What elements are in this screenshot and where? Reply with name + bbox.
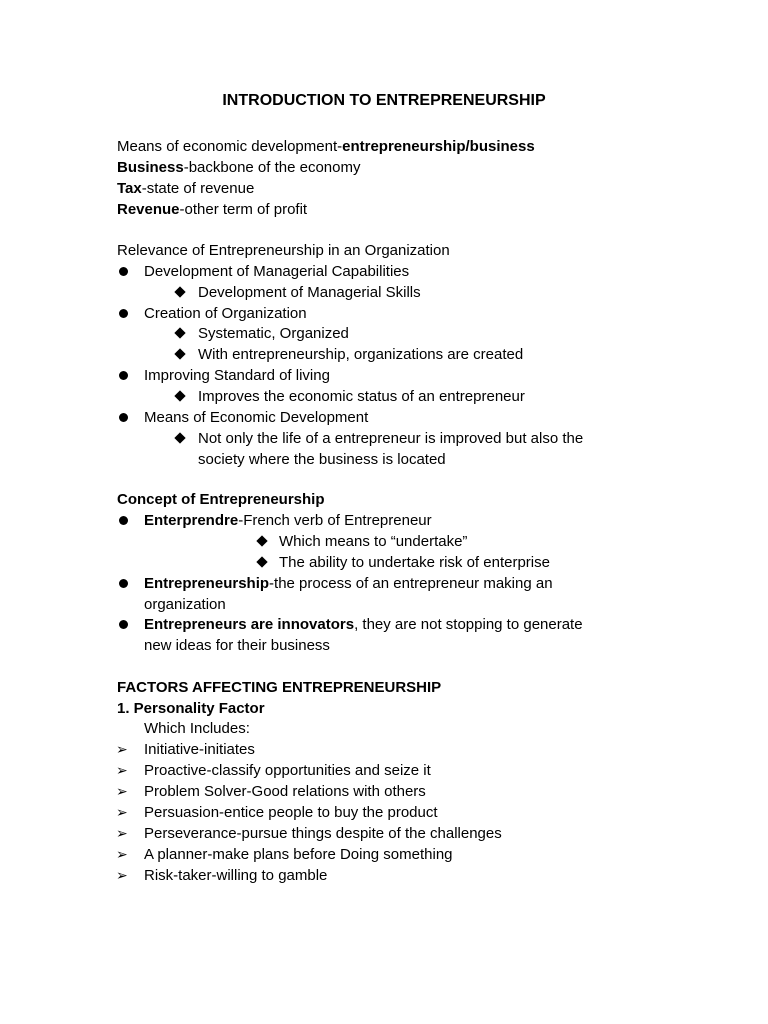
concept-term: Enterprendre (144, 512, 239, 529)
arrow-bullet-icon: ➢ (116, 783, 128, 799)
intro-term: Revenue (117, 201, 180, 218)
bullet-diamond-icon (174, 327, 185, 338)
bullet-dot-icon (119, 371, 128, 380)
bullet-dot-icon (119, 267, 128, 276)
intro-text: -other term of profit (179, 201, 308, 218)
concept-term: Entrepreneurship (144, 575, 270, 592)
bullet-diamond-icon (174, 348, 185, 359)
bullet-dot-icon (119, 413, 128, 422)
arrow-bullet-icon: ➢ (116, 762, 128, 778)
bullet-dot-icon (119, 579, 128, 588)
arrow-bullet-icon: ➢ (116, 825, 128, 841)
intro-text: Means of economic development- (117, 138, 343, 155)
document-page: INTRODUCTION TO ENTREPRENEURSHIP Means of economic development-entrepreneurship/business Business-backbone of the economy Tax-state of revenue Revenue-other term of profit Relevance of Entrepreneurship in an Organization Development of Managerial Capabilities Development of Managerial Skills Creation of Organization Systematic, Organized With entrepreneurship, organizations are created Improving Standard of living Improves the economic status of an entrepreneur Means of Economic Development Not only the life of a entrepreneur is improved but also the society where the business is located Concept of Entrepreneurship Enterprendre-French verb of Entrepreneur Which means to “undertake” The ability to undertake risk of enterprise Entrepreneurship-the process of an entrepreneur making an organization Entrepreneurs are innovators, they are not stopping to generate new ideas for their business FACTORS AFFECTING ENTREPRENEURSHIP 1. Personality Factor Which Includes: ➢ Initiative-initiates ➢ Proactive-classify opportunities and seize it ➢ Problem Solver-Good relations with others ➢ Persuasion-entice people to buy the product ➢ Perseverance-pursue things despite of the challenges ➢ A planner-make plans before Doing something ➢ Risk-taker-willing to gamble (0, 0, 768, 1024)
bullet-dot-icon (119, 620, 128, 629)
arrow-bullet-icon: ➢ (116, 741, 128, 757)
arrow-bullet-icon: ➢ (116, 867, 128, 883)
arrow-bullet-icon: ➢ (116, 846, 128, 862)
bullet-dot-icon (119, 309, 128, 318)
bullet-diamond-icon (174, 432, 185, 443)
intro-term: Business (117, 159, 184, 176)
arrow-bullet-icon: ➢ (116, 804, 128, 820)
concept-text: , they are not stopping to generate (354, 616, 583, 633)
intro-text: -backbone of the economy (183, 159, 361, 176)
intro-text: -state of revenue (141, 180, 255, 197)
bullet-dot-icon (119, 516, 128, 525)
concept-text: -the process of an entrepreneur making an (269, 575, 553, 592)
bullet-diamond-icon (256, 535, 267, 546)
concept-text: -French verb of Entrepreneur (238, 512, 432, 529)
concept-term: Entrepreneurs are innovators (144, 616, 355, 633)
intro-bold: entrepreneurship/business (342, 138, 535, 155)
intro-term: Tax (117, 180, 142, 197)
bullet-diamond-icon (174, 286, 185, 297)
bullet-diamond-icon (174, 390, 185, 401)
bullet-diamond-icon (256, 556, 267, 567)
page-title: INTRODUCTION TO ENTREPRENEURSHIP (222, 92, 546, 109)
